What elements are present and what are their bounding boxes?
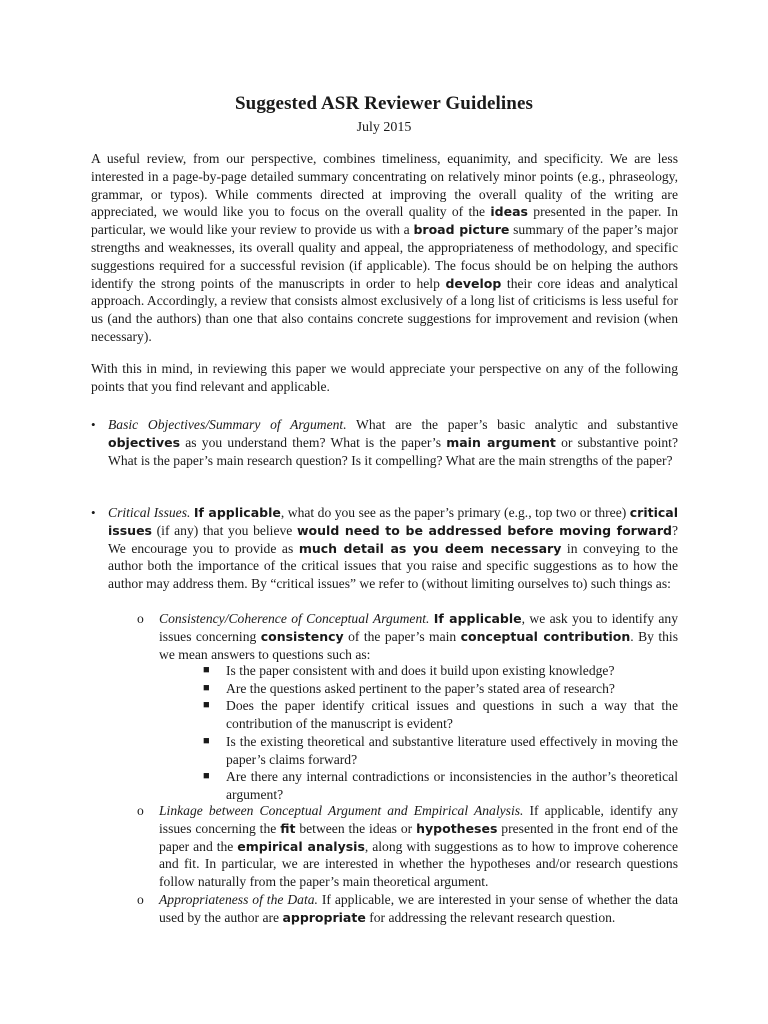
- square-bullet-marker: ■: [203, 735, 210, 747]
- text: If applicable, we are interested in your sense of whether the data used by the author are: [159, 892, 679, 925]
- bold-text: would need to be addressed before moving forward: [297, 522, 672, 538]
- sub-bullet-marker: o: [137, 611, 144, 626]
- document-date: July 2015: [356, 120, 412, 135]
- square-bullet-marker: ■: [203, 682, 210, 694]
- bullet-marker: •: [91, 505, 96, 520]
- second-paragraph: With this in mind, in reviewing this paper we would appreciate your perspective on any of the following points that you find relevant and applicable.: [91, 361, 678, 394]
- text: presented in the paper. In particular, we would like your review to provide us with a: [91, 204, 678, 238]
- italic-heading: Basic Objectives/Summary of Argument.: [108, 417, 347, 432]
- bold-text: empirical analysis: [237, 838, 365, 854]
- text: presented in the front end of the paper and the: [159, 820, 678, 854]
- document-title: Suggested ASR Reviewer Guidelines: [235, 93, 533, 114]
- bullet-critical-issues: [108, 504, 678, 593]
- text: between the ideas or: [295, 820, 417, 836]
- text: summary of the paper’s major strengths and weaknesses, its overall quality and appeal, the appropriateness of methodology, and specific suggestions required for a successful revision (if applicable). The focus should be on helping the authors identify the strong points of the manuscripts in order to help: [91, 222, 679, 291]
- sub-item-consistency: [159, 610, 678, 663]
- question-item: Does the paper identify critical issues and questions in such a way that the contribution of the manuscript is evident?: [226, 698, 678, 731]
- square-bullet-marker: ■: [203, 664, 210, 676]
- italic-heading: Linkage between Conceptual Argument and Empirical Analysis.: [159, 803, 524, 818]
- italic-heading: Consistency/Coherence of Conceptual Argument.: [159, 611, 430, 626]
- bold-text: much detail as you deem necessary: [298, 540, 562, 556]
- square-bullet-marker: ■: [203, 699, 210, 711]
- bullet-basic-objectives: [108, 416, 678, 469]
- bullet-marker: •: [91, 417, 96, 432]
- bold-text: conceptual contribution: [460, 628, 631, 644]
- text: (if any) that you believe: [151, 522, 297, 538]
- text: in conveying to the author both the importance of the critical issues that you raise and specific suggestions as to how the author may address them. By “critical issues” we refer to (without limiting ourselves to) such things as:: [108, 540, 678, 592]
- question-item: Are the questions asked pertinent to the paper’s stated area of research?: [226, 681, 615, 696]
- sub-bullet-marker: o: [137, 892, 144, 907]
- bold-text: fit: [280, 820, 296, 836]
- sub-bullet-marker: o: [137, 803, 144, 818]
- intro-paragraph: [91, 150, 678, 346]
- question-item: Is the existing theoretical and substantive literature used effectively in moving the paper’s claims forward?: [226, 734, 678, 767]
- bold-text: broad picture: [413, 222, 510, 238]
- text: their core ideas and analytical approach. Accordingly, a review that consists almost exclusively of a long list of criticisms is less useful for us (and the authors) than one that also contains concrete suggestions for improvement and revision (when necessary).: [91, 275, 678, 344]
- text: , along with suggestions as to how to improve coherence and fit. In particular, we are interested in whether the hypotheses and/or research questions follow naturally from the paper’s main theoretical argument.: [159, 838, 678, 890]
- text: . By this we mean answers to questions such as:: [159, 628, 678, 662]
- bold-text: If applicable: [193, 505, 281, 520]
- text: or substantive point? What is the paper’s main research question? Is it compelling? What are the main strengths of the paper?: [108, 434, 678, 468]
- text: of the paper’s main: [343, 628, 461, 644]
- bold-text: ideas: [490, 204, 528, 220]
- text: What are the paper’s basic analytic and substantive: [346, 417, 678, 432]
- text: , what do you see as the paper’s primary (e.g., top two or three): [280, 505, 630, 520]
- bold-text: main argument: [446, 434, 556, 450]
- bold-text: hypotheses: [416, 820, 498, 836]
- text: for addressing the relevant research question.: [365, 909, 616, 925]
- bold-text: critical issues: [108, 505, 679, 538]
- bold-text: appropriate: [282, 909, 366, 925]
- sub-item-appropriateness: [159, 891, 678, 927]
- text: If applicable, identify any issues concerning the: [159, 803, 678, 836]
- text: as you understand them? What is the paper’s: [180, 434, 447, 450]
- bold-text: develop: [445, 275, 502, 291]
- bold-text: objectives: [108, 434, 181, 450]
- sub-item-linkage: [159, 802, 678, 891]
- italic-heading: Critical Issues.: [108, 505, 191, 520]
- text: ? We encourage you to provide as: [108, 522, 678, 556]
- text: , we ask you to identify any issues concerning: [159, 611, 679, 644]
- square-bullet-marker: ■: [203, 770, 210, 782]
- question-item: Are there any internal contradictions or inconsistencies in the author’s theoretical argument?: [226, 769, 678, 802]
- bold-text: consistency: [260, 628, 344, 644]
- italic-heading: Appropriateness of the Data.: [159, 892, 318, 907]
- question-item: Is the paper consistent with and does it build upon existing knowledge?: [226, 663, 615, 678]
- text: A useful review, from our perspective, combines timeliness, equanimity, and specificity. We are less interested in a page-by-page detailed summary concentrating on relatively minor points (e.g., phraseology, grammar, or typos). While comments directed at improving the overall quality of the writing are appreciated, we would like you to focus on the overall quality of the: [91, 151, 678, 220]
- bold-text: If applicable: [433, 611, 522, 626]
